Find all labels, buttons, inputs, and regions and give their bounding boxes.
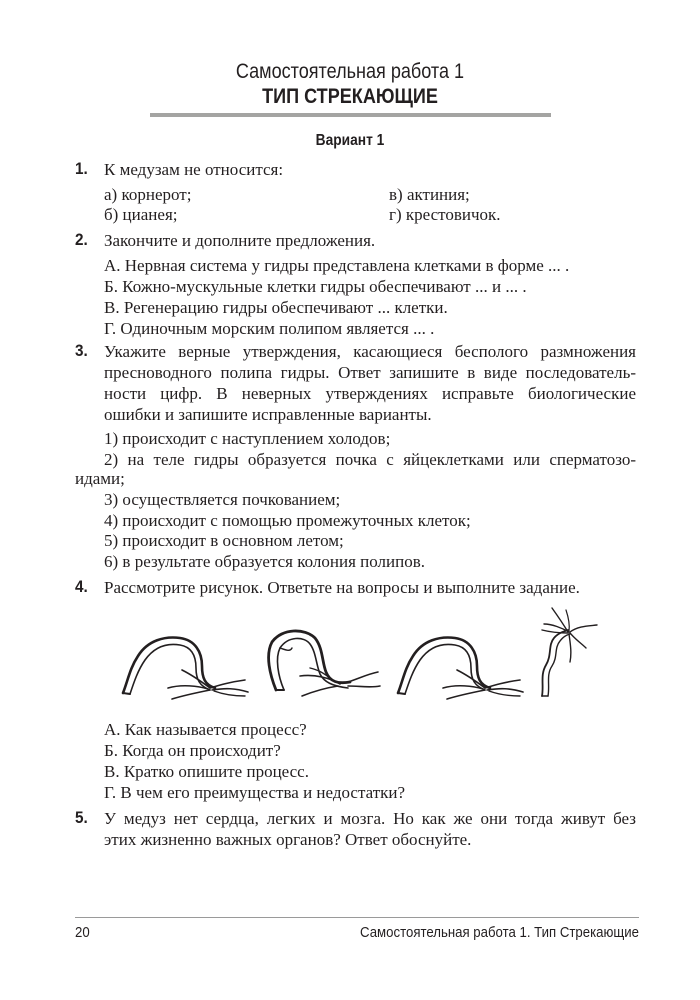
statement-item: 4) происходит с помощью промежуточных клеток;: [104, 511, 471, 530]
answer-option: г) крестовичок.: [389, 205, 501, 224]
question-text-line: пресноводного полипа гидры. Ответ запишите в виде последователь-: [104, 363, 636, 382]
statement-item: 3) осуществляется почкованием;: [104, 490, 341, 509]
hydra-arched-icon: [123, 638, 248, 699]
question-number: 1.: [75, 159, 88, 178]
worksheet-title: ТИП СТРЕКАЮЩИЕ: [262, 85, 438, 108]
question-text-line: ошибки и запишите исправленные варианты.: [104, 405, 432, 424]
sentence-item: Б. Кожно-мускульные клетки гидры обеспечивают ... и ... .: [104, 277, 527, 296]
hydra-arched-icon: [398, 638, 523, 699]
statement-item: 1) происходит с наступлением холодов;: [104, 429, 391, 448]
question-text: К медузам не относится:: [104, 160, 284, 179]
question-number: 4.: [75, 577, 88, 596]
question-text-line: ности цифр. В неверных утверждениях исправьте биологические: [104, 384, 636, 403]
answer-option: а) корнерот;: [104, 185, 192, 204]
running-title: Самостоятельная работа 1. Тип Стрекающие: [360, 924, 639, 941]
sub-question: Г. В чем его преимущества и недостатки?: [104, 783, 406, 802]
header-divider: [150, 113, 551, 117]
statement-item: 5) происходит в основном летом;: [104, 531, 344, 550]
hydra-upright-icon: [542, 608, 597, 696]
page-number: 20: [75, 924, 90, 941]
hydra-movement-figure: [110, 600, 630, 710]
question-text-line: Укажите верные утверждения, касающиеся бесполого размножения: [104, 342, 636, 361]
footer-divider: [75, 917, 639, 918]
question-text: Закончите и дополните предложения.: [104, 231, 376, 250]
question-text-line: этих жизненно важных органов? Ответ обоснуйте.: [104, 830, 472, 849]
statement-item: 6) в результате образуется колония полипов.: [104, 552, 425, 571]
answer-option: в) актиния;: [389, 185, 470, 204]
sub-question: Б. Когда он происходит?: [104, 741, 281, 760]
question-text: Рассмотрите рисунок. Ответьте на вопросы и выполните задание.: [104, 578, 580, 597]
question-number: 5.: [75, 808, 88, 827]
hydra-looped-icon: [269, 631, 380, 696]
statement-item: 2) на теле гидры образуется почка с яйцеклетками или сперматозо-: [104, 450, 636, 469]
sentence-item: В. Регенерацию гидры обеспечивают ... клетки.: [104, 298, 448, 317]
variant-heading: Вариант 1: [315, 132, 385, 149]
statement-item-continuation: идами;: [75, 469, 125, 488]
hydra-figure-svg: [110, 600, 630, 710]
sub-question: А. Как называется процесс?: [104, 720, 307, 739]
question-text-line: У медуз нет сердца, легких и мозга. Но как же они тогда живут без: [104, 809, 636, 828]
answer-option: б) цианея;: [104, 205, 178, 224]
sentence-item: Г. Одиночным морским полипом является ... .: [104, 319, 435, 338]
question-number: 3.: [75, 341, 88, 360]
sentence-item: А. Нервная система у гидры представлена клетками в форме ... .: [104, 256, 570, 275]
sub-question: В. Кратко опишите процесс.: [104, 762, 309, 781]
question-number: 2.: [75, 230, 88, 249]
worksheet-subtitle: Самостоятельная работа 1: [235, 60, 465, 83]
